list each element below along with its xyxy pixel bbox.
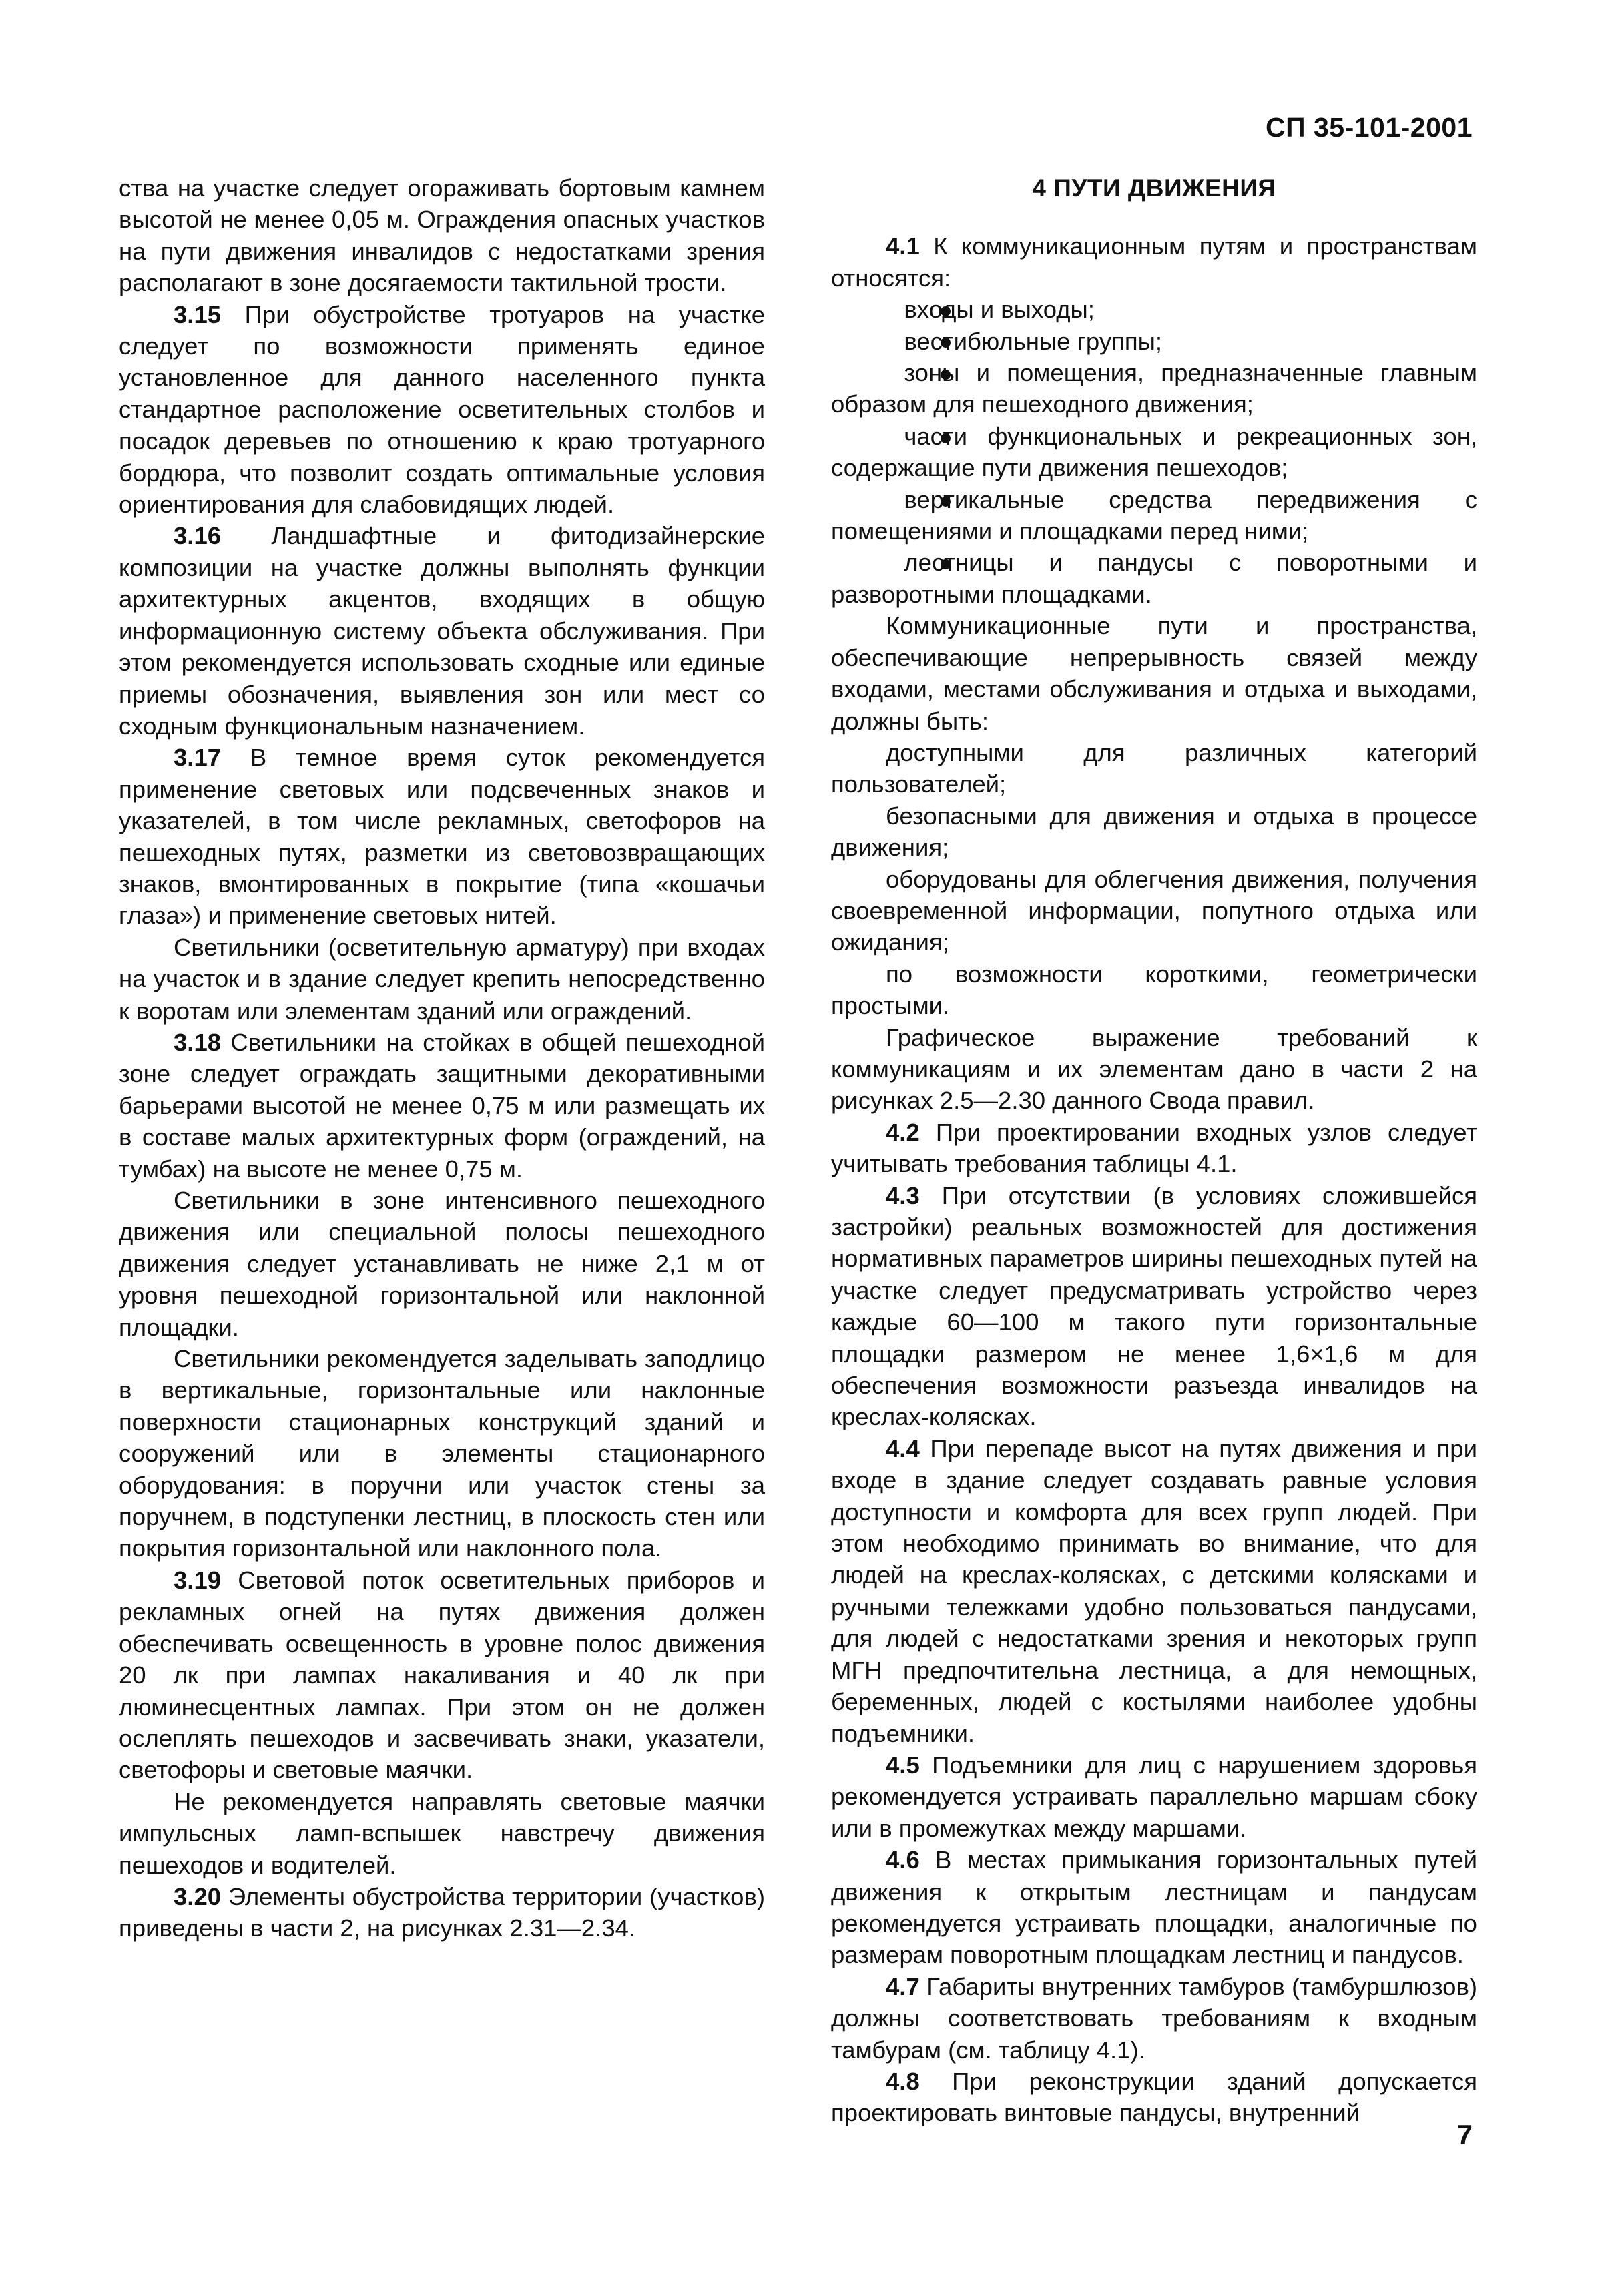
bullet-icon — [886, 420, 896, 452]
clause-number: 4.8 — [886, 2067, 920, 2095]
paragraph — [831, 230, 1477, 294]
clause-number: 3.18 — [174, 1028, 222, 1056]
paragraph-text: Светильники на стойках в общей пешеходной зоне следует ограждать защитными декоративными барьерами высотой не менее 0,75 м или размещать их в составе малых архитектурных форм (ограждений, на тумбах) на высоте не менее 0,75 м. — [119, 1028, 765, 1183]
clause-number: 4.4 — [886, 1434, 920, 1462]
bullet-icon — [886, 547, 896, 578]
paragraph — [831, 737, 1477, 800]
paragraph-text: Не рекомендуется направлять световые маячки импульсных ламп-вспышек навстречу движения пешеходов и водителей. — [119, 1787, 765, 1879]
paragraph — [831, 610, 1477, 737]
paragraph-text: безопасными для движения и отдыха в процессе движения; — [831, 802, 1477, 862]
paragraph-text: по возможности короткими, геометрически простыми. — [831, 960, 1477, 1020]
clause-number: 4.6 — [886, 1846, 920, 1874]
paragraph — [831, 800, 1477, 864]
paragraph — [831, 1971, 1477, 2066]
page-number: 7 — [1456, 2119, 1473, 2150]
paragraph-text: доступными для различных категорий пользователей; — [831, 738, 1477, 798]
clause-number: 3.19 — [174, 1566, 222, 1594]
paragraph — [831, 1844, 1477, 1971]
paragraph-text: При отсутствии (в условиях сложившейся застройки) реальных возможностей для достижения нормативных параметров ширины пешеходных путей на участке следует предусматривать устройство через каждые 60—100 м такого пути горизонтальные площадки размером не менее 1,6×1,6 м для обеспечения возможности разъезда инвалидов на креслах-колясках. — [831, 1181, 1477, 1431]
paragraph — [119, 1881, 765, 1944]
paragraph — [119, 520, 765, 742]
paragraph — [119, 1343, 765, 1564]
paragraph-text: В темное время суток рекомендуется применение световых или подсвеченных знаков и указателей, в том числе рекламных, светофоров на пешеходных путях, разметки из световозвращающих знаков, вмонтированных в покрытие (типа «кошачьи глаза») и применение световых нитей. — [119, 744, 765, 930]
paragraph-text: Светильники в зоне интенсивного пешеходного движения или специальной полосы пешеходного движения следует устанавливать не ниже 2,1 м от уровня пешеходной горизонтальной или наклонной площадки. — [119, 1187, 765, 1341]
clause-number: 4.5 — [886, 1751, 920, 1779]
paragraph — [831, 1433, 1477, 1749]
bullet-icon — [886, 357, 896, 388]
paragraph — [831, 1180, 1477, 1433]
paragraph-text: ства на участке следует огораживать бортовым камнем высотой не менее 0,05 м. Ограждения опасных участков на пути движения инвалидов с недостатками зрения располагают в зоне досягаемости тактильной трости. — [119, 174, 765, 297]
section-title: 4 ПУТИ ДВИЖЕНИЯ — [1032, 174, 1276, 202]
paragraph — [831, 1749, 1477, 1844]
paragraph-text: части функциональных и рекреационных зон, содержащие пути движения пешеходов; — [831, 422, 1477, 482]
bullet-item — [831, 294, 1477, 325]
paragraph — [119, 172, 765, 299]
paragraph-text: Графическое выражение требований к коммуникациям и их элементам дано в части 2 на рисунках 2.5—2.30 данного Свода правил. — [831, 1023, 1477, 1115]
bullet-icon — [886, 326, 896, 357]
bullet-item — [831, 357, 1477, 420]
paragraph — [119, 299, 765, 521]
bullet-item — [831, 326, 1477, 357]
paragraph-text: вертикальные средства передвижения с помещениями и площадками перед ними; — [831, 485, 1477, 545]
clause-number: 4.1 — [886, 232, 920, 260]
paragraph-text: входы и выходы; — [904, 296, 1095, 324]
paragraph-text: Габариты внутренних тамбуров (тамбуршлюзов) должны соответствовать требованиям к входным тамбурам (см. таблицу 4.1). — [831, 1972, 1477, 2064]
paragraph-text: Ландшафтные и фитодизайнерские композиции на участке должны выполнять функции архитектурных акцентов, входящих в общую информационную систему объекта обслуживания. При этом рекомендуется использовать сходные или единые приемы обозначения, выявления зон или мест со сходным функциональным назначением. — [119, 522, 765, 740]
paragraph-text: Элементы обустройства территории (участков) приведены в части 2, на рисунках 2.31—2.34. — [119, 1882, 765, 1942]
right-text-column — [831, 172, 1477, 2129]
clause-number: 4.7 — [886, 1972, 920, 2000]
paragraph — [831, 1117, 1477, 1180]
paragraph — [831, 958, 1477, 1022]
bullet-item — [831, 420, 1477, 484]
clause-number: 4.2 — [886, 1118, 920, 1146]
bullet-icon — [886, 294, 896, 325]
paragraph — [119, 742, 765, 931]
clause-number: 3.17 — [174, 744, 222, 772]
paragraph-text: В местах примыкания горизонтальных путей движения к открытым лестницам и пандусам рекомендуется устраивать площадки, аналогичные по размерам поворотным площадкам лестниц и пандусов. — [831, 1846, 1477, 1969]
paragraph-text: лестницы и пандусы с поворотными и разворотными площадками. — [831, 549, 1477, 608]
paragraph — [119, 1185, 765, 1343]
document-code-header: СП 35-101-2001 — [1266, 112, 1473, 143]
paragraph — [119, 1786, 765, 1881]
paragraph — [831, 2066, 1477, 2129]
paragraph-text: Подъемники для лиц с нарушением здоровья рекомендуется устраивать параллельно маршам сбоку или в промежутках между маршами. — [831, 1751, 1477, 1842]
paragraph-text: Световой поток осветительных приборов и рекламных огней на путях движения должен обеспечивать освещенность в уровне полос движения 20 лк при лампах накаливания и 40 лк при люминесцентных лампах. При этом он не должен ослеплять пешеходов и засвечивать знаки, указатели, светофоры и световые маячки. — [119, 1566, 765, 1784]
bullet-icon — [886, 484, 896, 515]
paragraph-text: При обустройстве тротуаров на участке следует по возможности применять единое установленное для данного населенного пункта стандартное расположение осветительных столбов и посадок деревьев по отношению к краю тротуарного бордюра, что позволит создать оптимальные условия ориентирования для слабовидящих людей. — [119, 300, 765, 519]
bullet-item — [831, 547, 1477, 610]
clause-number: 3.15 — [174, 300, 222, 328]
clause-number: 3.16 — [174, 522, 222, 550]
paragraph-text: При перепаде высот на путях движения и при входе в здание следует создавать равные условия доступности и комфорта для всех групп людей. При этом необходимо принимать во внимание, что для людей на креслах-колясках, с детскими колясками и ручными тележками удобно пользоваться пандусами, для людей с недостатками зрения и некоторых групп МГН предпочтительна лестница, а для немощных, беременных, людей с костылями наиболее удобны подъемники. — [831, 1434, 1477, 1747]
paragraph-text: К коммуникационным путям и пространствам относятся: — [831, 232, 1477, 292]
paragraph — [119, 1027, 765, 1185]
paragraph-text: При проектировании входных узлов следует учитывать требования таблицы 4.1. — [831, 1118, 1477, 1178]
paragraph — [119, 1564, 765, 1786]
paragraph-text: Светильники рекомендуется заделывать заподлицо в вертикальные, горизонтальные или наклонные поверхности стационарных конструкций зданий и сооружений или в элементы стационарного оборудования: в поручни или участок стены за поручнем, в подступенки лестниц, в плоскость стен или покрытия горизонтальной или наклонного пола. — [119, 1345, 765, 1562]
clause-number: 4.3 — [886, 1181, 920, 1209]
paragraph-text: Коммуникационные пути и пространства, обеспечивающие непрерывность связей между входами, местами обслуживания и отдыха и выходами, должны быть: — [831, 612, 1477, 735]
paragraph-text: При реконструкции зданий допускается проектировать винтовые пандусы, внутренний — [831, 2067, 1477, 2127]
paragraph-text: зоны и помещения, предназначенные главным образом для пешеходного движения; — [831, 359, 1477, 418]
paragraph — [831, 864, 1477, 958]
left-text-column — [119, 172, 765, 1944]
paragraph — [119, 932, 765, 1027]
bullet-item — [831, 484, 1477, 547]
paragraph-text: Светильники (осветительную арматуру) при входах на участок и в здание следует крепить непосредственно к воротам или элементам зданий или ограждений. — [119, 933, 765, 1025]
paragraph — [831, 1022, 1477, 1117]
paragraph-text: вестибюльные группы; — [904, 327, 1162, 355]
paragraph-text: оборудованы для облегчения движения, получения своевременной информации, попутного отдыха или ожидания; — [831, 865, 1477, 956]
clause-number: 3.20 — [174, 1882, 222, 1910]
